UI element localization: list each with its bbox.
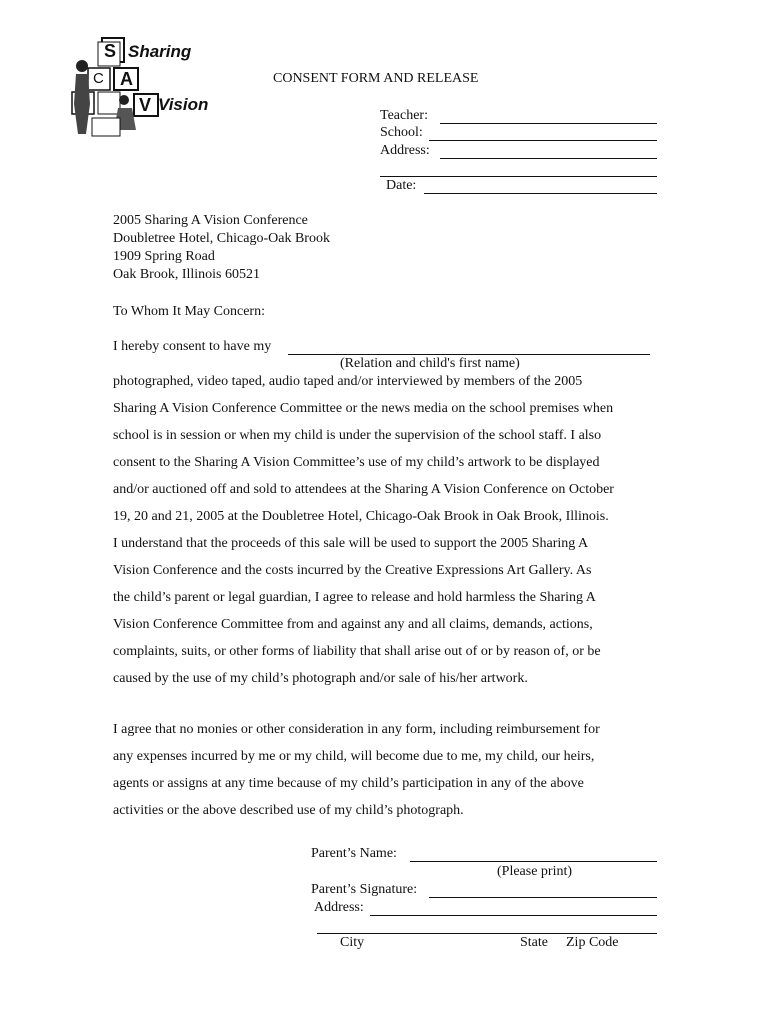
paragraph-2-line: I agree that no monies or other consideration in any form, including reimbursement for <box>113 722 600 737</box>
address-label: Address: <box>380 143 430 158</box>
paragraph-1-line: Sharing A Vision Conference Committee or the news media on the school premises when <box>113 401 614 416</box>
paragraph-1-line: I understand that the proceeds of this sale will be used to support the 2005 Sharing A <box>113 536 589 551</box>
parent-signature-label: Parent’s Signature: <box>311 882 418 897</box>
paragraph-2-line: agents or assigns at any time because of my child’s participation in any of the above <box>113 776 584 791</box>
paragraph-1-line: photographed, video taped, audio taped and/or interviewed by members of the 2005 <box>113 374 583 389</box>
please-print-caption: (Please print) <box>497 864 573 879</box>
sharing-a-vision-logo <box>62 34 212 144</box>
paragraph-1-line: Vision Conference Committee from and against any and all claims, demands, actions, <box>113 617 593 632</box>
paragraph-1-line: caused by the use of my child’s photograph and/or sale of his/her artwork. <box>113 671 528 686</box>
address-field-line-2[interactable] <box>380 176 657 177</box>
city-label: City <box>340 935 365 950</box>
signature-address-field[interactable] <box>370 915 657 916</box>
logo-block-letter-a: A <box>120 69 133 89</box>
relation-child-name-field[interactable] <box>288 354 650 355</box>
salutation: To Whom It May Concern: <box>113 304 265 319</box>
logo-block-letter-s: S <box>104 41 117 61</box>
logo-block-letter-c: C <box>93 70 104 87</box>
consent-intro: I hereby consent to have my <box>113 339 272 354</box>
paragraph-1-line: 19, 20 and 21, 2005 at the Doubletree Hotel, Chicago-Oak Brook in Oak Brook, Illinois. <box>113 509 609 524</box>
paragraph-1-line: school is in session or when my child is under the supervision of the school staff. I also <box>113 428 602 443</box>
signature-address-label: Address: <box>314 900 364 915</box>
logo-word-vision: Vision <box>158 95 209 114</box>
event-line-1: 2005 Sharing A Vision Conference <box>113 213 308 228</box>
paragraph-2-line: activities or the above described use of my child’s photograph. <box>113 803 464 818</box>
city-state-zip-field[interactable] <box>317 933 657 934</box>
parent-name-field[interactable] <box>410 861 657 862</box>
zip-code-label: Zip Code <box>566 935 619 950</box>
event-line-2: Doubletree Hotel, Chicago-Oak Brook <box>113 231 330 246</box>
logo-word-sharing: Sharing <box>128 42 192 61</box>
address-field[interactable] <box>440 158 657 159</box>
logo-block-letter-v: V <box>139 95 152 115</box>
paragraph-1-line: Vision Conference and the costs incurred by the Creative Expressions Art Gallery. As <box>113 563 592 578</box>
date-field[interactable] <box>424 193 657 194</box>
date-label: Date: <box>386 178 417 193</box>
school-label: School: <box>380 125 423 140</box>
form-title: CONSENT FORM AND RELEASE <box>273 71 479 86</box>
paragraph-1-line: consent to the Sharing A Vision Committee’s use of my child’s artwork to be displayed <box>113 455 600 470</box>
paragraph-1-line: complaints, suits, or other forms of liability that shall arise out of or by reason of, or be <box>113 644 601 659</box>
parent-name-label: Parent’s Name: <box>311 846 397 861</box>
event-line-4: Oak Brook, Illinois 60521 <box>113 267 260 282</box>
teacher-field[interactable] <box>440 123 657 124</box>
paragraph-1-line: the child’s parent or legal guardian, I agree to release and hold harmless the Sharing A <box>113 590 596 605</box>
paragraph-2-line: any expenses incurred by me or my child, will become due to me, my child, our heirs, <box>113 749 595 764</box>
teacher-label: Teacher: <box>380 108 428 123</box>
school-field[interactable] <box>429 140 657 141</box>
paragraph-1-line: and/or auctioned off and sold to attendees at the Sharing A Vision Conference on October <box>113 482 614 497</box>
event-line-3: 1909 Spring Road <box>113 249 215 264</box>
parent-signature-field[interactable] <box>429 897 657 898</box>
relation-caption: (Relation and child's first name) <box>340 356 520 371</box>
state-label: State <box>520 935 548 950</box>
